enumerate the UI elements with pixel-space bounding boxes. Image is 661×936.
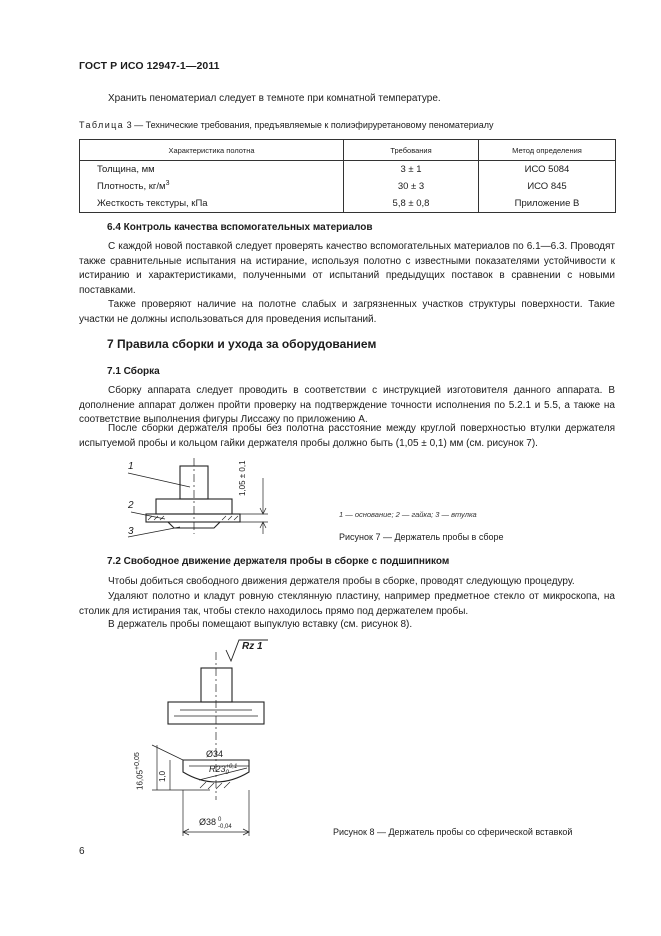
- row-thickness-req: 3 ± 1: [344, 161, 479, 179]
- fig8-dim-38-tol2: -0,04: [218, 824, 232, 830]
- table-row: [80, 178, 616, 195]
- row-thickness-method: ИСО 5084: [479, 161, 616, 179]
- page-number: 6: [79, 846, 85, 857]
- row-stiffness-method: Приложение В: [479, 195, 616, 213]
- fig7-label-3: 3: [128, 526, 134, 537]
- section-7-2-paragraph-3: В держатель пробы помещают выпуклую вставку (см. рисунок 8).: [108, 619, 413, 630]
- row-density-req: 30 ± 3: [344, 178, 479, 195]
- col-header-method: Метод определения: [479, 140, 616, 161]
- fig8-dim-38-tols: [218, 817, 232, 831]
- col-header-characteristic: Характеристика полотна: [80, 140, 344, 161]
- fig7-stem: [180, 466, 208, 499]
- fig8-dim-r-value: R23: [209, 764, 226, 774]
- row-density-unit-sup: 3: [165, 180, 170, 188]
- section-6-4-paragraph-1: С каждой новой поставкой следует проверять качество вспомогательных материалов по 6.1—6.3. Проводят также сравнительные испытания на истирание, используя полотно с известными показателями устойчивости к истиранию и характеристиками, полученными от испытаний предыдущих поставок в сравнении с новыми поставками.: [79, 241, 615, 296]
- fig8-dim-r-tols: [226, 764, 238, 776]
- intro-paragraph: Хранить пеноматериал следует в темноте при комнатной температуре.: [108, 93, 441, 104]
- fig8-dim-38: [199, 817, 232, 831]
- section-7-1-title: 7.1 Сборка: [107, 366, 160, 377]
- fig8-roughness: Rz 1: [242, 641, 263, 652]
- fig8-dim-r: [209, 764, 237, 776]
- fig8-dim-height-value: 16,05: [135, 769, 145, 790]
- col-header-requirements: Требования: [344, 140, 479, 161]
- row-stiffness-req: 5,8 ± 0,8: [344, 195, 479, 213]
- table-caption-prefix: Таблица: [79, 120, 125, 130]
- table-caption: [79, 120, 494, 130]
- section-7-2-paragraph-2: Удаляют полотно и кладут ровную стеклянную пластину, например предметное стекло от микроскопа, на столик для истирания так, чтобы стекло находилось прямо под держателем пробы.: [79, 591, 615, 617]
- fig7-nut: [146, 514, 240, 522]
- fig7-label-2: 2: [128, 500, 134, 511]
- fig7-caption: Рисунок 7 — Держатель пробы в сборе: [339, 532, 504, 542]
- row-density-label: Плотность, кг/м: [97, 181, 166, 193]
- section-7-2-paragraph-1: Чтобы добиться свободного движения держателя пробы в сборке, проводят следующую процедуру.: [108, 576, 575, 587]
- table-header-row: [80, 140, 616, 161]
- table-row: [80, 161, 616, 179]
- section-6-4-paragraph-2: Также проверяют наличие на полотне слабых и загрязненных участков структуры поверхности. Такие участки не должны использоваться для проведения испытаний.: [79, 299, 615, 325]
- fig8-dim-r-tol2: 0: [225, 770, 229, 776]
- fig8-dim-38-value: Ø38: [199, 817, 217, 827]
- table-row: [80, 195, 616, 213]
- section-7-1-paragraph-1: Сборку аппарата следует проводить в соответствии с инструкцией изготовителя данного аппарата. В дополнение аппарат должен пройти проверку на подтверждение точности исполнения по 5.2.1 и 5.5, а также на соответствие выполнения фигуры Лиссажу по приложению А.: [79, 385, 615, 425]
- row-density-method: ИСО 845: [479, 178, 616, 195]
- fig8-body: [168, 702, 264, 724]
- row-stiffness-name: Жесткость текстуры, кПа: [80, 195, 344, 213]
- row-thickness-name: Толщина, мм: [80, 161, 344, 179]
- section-6-4-title: 6.4 Контроль качества вспомогательных материалов: [107, 222, 373, 233]
- fig7-label-1: 1: [128, 461, 134, 472]
- fig8-caption: Рисунок 8 — Держатель пробы со сферической вставкой: [333, 827, 573, 837]
- section-7-1-paragraph-2: После сборки держателя пробы без полотна расстояние между круглой поверхностью втулки держателя испытуемой пробы и кольцом гайки держателя пробы должно быть (1,05 ± 0,1) мм (см. рисунок 7).: [79, 423, 615, 449]
- fig8-dim-38-tol1: 0: [218, 817, 222, 823]
- table-caption-text: 3 — Технические требования, предъявляемые к полиэфируретановому пеноматериалу: [126, 120, 494, 130]
- fig8-dim-r-tol: +0,1: [225, 764, 238, 770]
- fig7-base: [156, 499, 232, 514]
- requirements-table: [79, 139, 616, 213]
- fig8-dim-34: Ø34: [206, 749, 224, 759]
- fig8-dim-height: [134, 752, 145, 790]
- fig7-dimension: 1,05 ± 0,1: [238, 460, 247, 496]
- section-7-2-title: 7.2 Свободное движение держателя пробы в сборке с подшипником: [107, 556, 450, 567]
- fig8-stem: [201, 668, 232, 702]
- document-header: ГОСТ Р ИСО 12947-1—2011: [79, 60, 220, 72]
- row-density-name: [80, 178, 344, 195]
- fig7-legend: 1 — основание; 2 — гайка; 3 — втулка: [339, 510, 477, 519]
- fig7-sleeve: [168, 522, 220, 528]
- fig8-dim-height-tol: +0,05: [134, 752, 141, 770]
- section-7-title: 7 Правила сборки и ухода за оборудованием: [107, 337, 377, 351]
- fig8-dim-1: 1,0: [158, 770, 167, 782]
